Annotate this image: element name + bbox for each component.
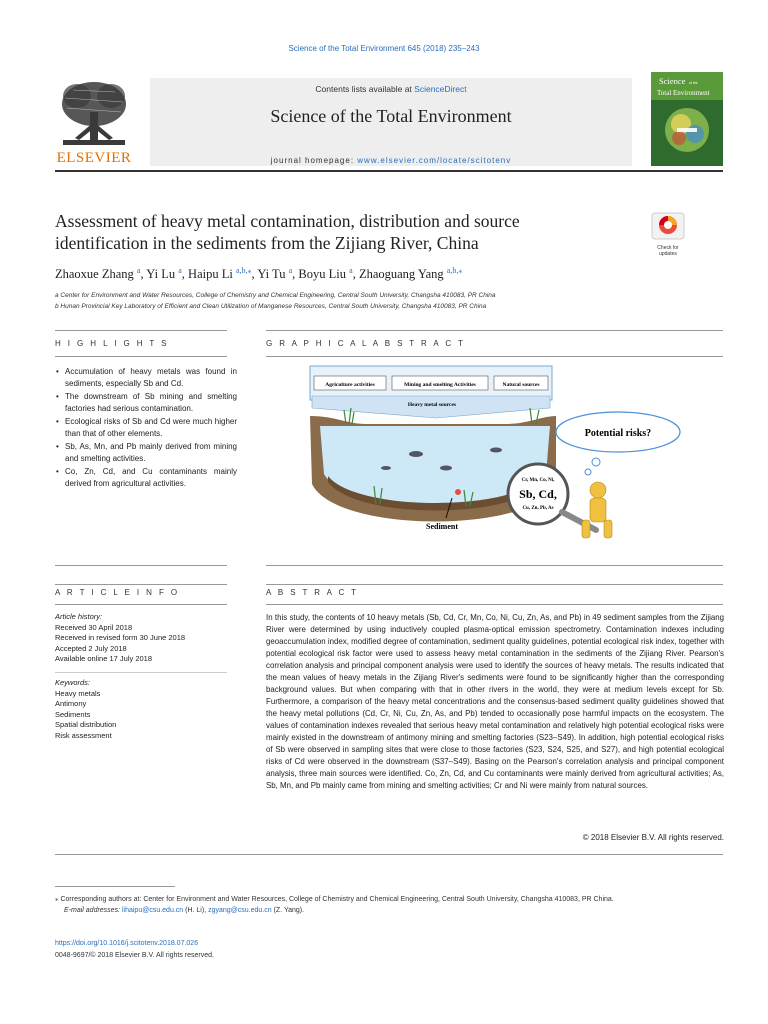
highlight-item: • Sb, As, Mn, and Pb mainly derived from mining and smelting activities. [65, 441, 237, 464]
author-affiliation-mark[interactable]: a [349, 266, 353, 275]
abstract-text: In this study, the contents of 10 heavy metals (Sb, Cd, Cr, Mn, Co, Ni, Cu, Zn, As, and Pb) in 49 sediment samples from the Zijiang River were determined by using inductively coupled plasma-optical emission spectrometry. Contamination indexes including geoaccumulation index, modified degree of contamination, sediment quality guidelines, potential ecological risk index, together with potential ecological risk factor were used to assess heavy metal contamination in the sediments of the Zijiang River. Pearson's correlation analysis and principal component analysis were used to identify the sources of heavy metals. The results indicated that the mean values of heavy metals in the Zijiang River's sediments were found to be significantly higher than the corresponding background values. But when comparing with that in other rivers in the world, they were at medium levels except for Sb. Furthermore, a comparison of the heavy metal concentrations and the consensus-based sediment quality guidelines showed that the heavy metal pollutions (Cd, Cr, Ni, Cu, Zn, As, and Pb) tended to occasionally pose harmful impacts on the ecosystem. The values of contamination indexes revealed that serious heavy metal contamination and relatively high potential ecological risks were mainly existed in the downstream of antimony mining and smelting factories (S23–S49). In addition, high potential ecological risks of Sb were observed in sampling sites that were close to those factories (S23, S24, S25, and S27), and high potential ecological risks of Cd were observed in the downstream (S37–S49). Basing on the Pearson's correlation analysis and principal component analysis, three main sources were identified. Co, Zn, Cd, and Cu contaminants were mainly derived from agricultural activities; As, Sb, Mn, and Pb mainly came from mining and smelting activities; Cr and Ni were mainly from natural sources. [266, 613, 724, 790]
affiliation-a: a Center for Environment and Water Resources, College of Chemistry and Chemical Engineering, Central South University, Changsha 410083, PR China [55, 292, 496, 299]
keyword-entry: Spatial distribution [55, 720, 117, 729]
article-info-rule-top [55, 584, 227, 585]
graphical-abstract-end-rule [266, 565, 723, 566]
cover-title-of: of the [689, 81, 698, 85]
cover-title-2: Total Environment [657, 89, 710, 97]
abstract-rule-top [266, 584, 723, 585]
history-entry: Accepted 2 July 2018 [55, 643, 127, 653]
graphical-abstract-figure [306, 364, 732, 544]
lens-top-text: Cr, Mn, Co, Ni, [521, 478, 555, 483]
history-entry: Available online 17 July 2018 [55, 654, 153, 663]
author-name[interactable]: Boyu Liu [298, 267, 346, 282]
email-link-li[interactable]: lihaipu@csu.edu.cn [121, 907, 184, 914]
abstract-end-rule [55, 854, 723, 855]
article-history [55, 612, 235, 665]
check-updates-icon [650, 212, 686, 240]
graphical-abstract-rule-top [266, 330, 723, 331]
keyword-entry: Antimony [55, 699, 87, 708]
title-line-1: Assessment of heavy metal contamination, distribution and source [55, 211, 520, 231]
contents-prefix: Contents lists available at [315, 84, 415, 94]
journal-cover-thumbnail[interactable] [651, 72, 723, 166]
footnote-text: Corresponding authors at: Center for Environment and Water Resources, College of Chemistry and Chemical Engineering, Central South University, Changsha 410083, PR China. [60, 896, 614, 903]
footnote-star: ⁎ [55, 896, 59, 903]
journal-reference[interactable]: Science of the Total Environment 645 (2018) 235–243 [288, 44, 480, 53]
highlights-rule-bottom [55, 356, 227, 357]
journal-name: Science of the Total Environment [270, 106, 512, 126]
sediment-label: Sediment [426, 522, 458, 531]
highlight-item: • Ecological risks of Sb and Cd were much higher than that of other elements. [65, 416, 237, 439]
sciencedirect-link[interactable]: ScienceDirect [414, 84, 467, 94]
email-yang-name: (Z. Yang). [271, 907, 305, 914]
abstract-heading: A B S T R A C T [266, 588, 359, 597]
email-label: E-mail addresses: [64, 907, 121, 914]
author-name[interactable]: Yi Lu [146, 267, 176, 282]
highlights-list [55, 366, 237, 491]
footnote-line [55, 894, 723, 905]
homepage-link[interactable]: www.elsevier.com/locate/scitotenv [357, 156, 512, 165]
author-name[interactable]: Yi Tu [257, 267, 286, 282]
email-link-yang[interactable]: zgyang@csu.edu.cn [208, 907, 272, 914]
author-name[interactable]: Haipu Li [188, 267, 233, 282]
check-for-updates-badge[interactable] [650, 212, 686, 257]
title-line-2: identification in the sediments from the Zijiang River, China [55, 233, 479, 253]
keywords-lines [55, 689, 235, 742]
copyright-notice: © 2018 Elsevier B.V. All rights reserved. [582, 833, 724, 842]
highlight-item: • The downstream of Sb mining and smelting factories had serious contamination. [65, 391, 237, 414]
highlights-end-rule [55, 565, 227, 566]
highlight-item: • Accumulation of heavy metals was found in sediments, especially Sb and Cd. [65, 366, 237, 389]
highlights-heading: H I G H L I G H T S [55, 339, 169, 348]
doi-link[interactable]: https://doi.org/10.1016/j.scitotenv.2018.07.026 [55, 940, 199, 947]
author-separator: , [140, 267, 147, 282]
lens-main-text: Sb, Cd, [519, 487, 557, 501]
history-entry: Received in revised form 30 June 2018 [55, 633, 186, 642]
article-info-rule-bottom [55, 604, 227, 605]
corresponding-author-footnote [55, 894, 723, 916]
lens-bottom-text: Cu, Zn, Pb, As [522, 506, 554, 511]
keywords-label: Keywords: [55, 678, 91, 687]
cloud-bubble-1 [592, 458, 600, 466]
history-divider [55, 672, 227, 673]
source-mining: Mining and smelting Activities [404, 382, 476, 388]
cloud-bubble-2 [585, 469, 591, 475]
footnote-rule [55, 886, 175, 887]
keyword-entry: Heavy metals [55, 688, 101, 698]
keyword-entry: Sediments [55, 709, 91, 719]
article-info-heading: A R T I C L E I N F O [55, 588, 180, 597]
email-li-name: (H. Li), [183, 907, 209, 914]
journal-homepage-line [150, 156, 632, 165]
graphical-abstract-rule-bottom [266, 356, 723, 357]
author-name[interactable]: Zhaoguang Yang [358, 267, 444, 282]
cloud-text: Potential risks? [584, 428, 652, 439]
author-separator: , [181, 267, 189, 282]
history-entry: Received 30 April 2018 [55, 622, 133, 632]
author-separator: , [251, 267, 258, 282]
check-updates-label: Check for updates [657, 245, 679, 257]
history-label: Article history: [55, 612, 103, 621]
history-lines [55, 623, 235, 665]
author-affiliation-mark[interactable]: a [288, 266, 293, 275]
author-separator: , [352, 267, 359, 282]
author-affiliation-mark[interactable]: a,b,⁎ [446, 266, 463, 275]
cover-title-1: Science [659, 76, 686, 86]
keyword-entry: Risk assessment [55, 730, 112, 740]
keywords-block [55, 678, 235, 741]
author-list [55, 266, 655, 282]
sediment-hotspot [455, 489, 461, 495]
highlights-rule-top [55, 330, 227, 331]
author-affiliation-mark[interactable]: a [136, 266, 141, 275]
elsevier-tree-logo [55, 78, 133, 150]
source-natural: Natural sources [502, 382, 540, 388]
author-name[interactable]: Zhaoxue Zhang [55, 267, 134, 282]
paper-title [55, 210, 615, 254]
header-rule [55, 170, 723, 172]
elsevier-wordmark: ELSEVIER [56, 150, 132, 166]
footnote-email-line [55, 905, 723, 916]
author-separator: , [292, 267, 299, 282]
contents-available-line [150, 84, 632, 94]
homepage-prefix: journal homepage: [270, 156, 358, 165]
author-affiliation-mark[interactable]: a,b,⁎ [235, 266, 252, 275]
issn-line: 0048-9697/© 2018 Elsevier B.V. All rights reserved. [55, 952, 214, 959]
arrow-label: Heavy metal sources [407, 402, 457, 408]
author-affiliation-mark[interactable]: a [178, 266, 182, 275]
graphical-abstract-heading: G R A P H I C A L A B S T R A C T [266, 339, 466, 348]
highlight-item: • Co, Zn, Cd, and Cu contaminants mainly derived from agricultural activities. [65, 466, 237, 489]
affiliation-b: b Hunan Provincial Key Laboratory of Efficient and Clean Utilization of Manganese Resources, Central South University, Changsha 410083, PR China [55, 303, 487, 310]
source-agriculture: Agriculture activities [325, 382, 375, 388]
abstract-rule-bottom [266, 604, 723, 605]
